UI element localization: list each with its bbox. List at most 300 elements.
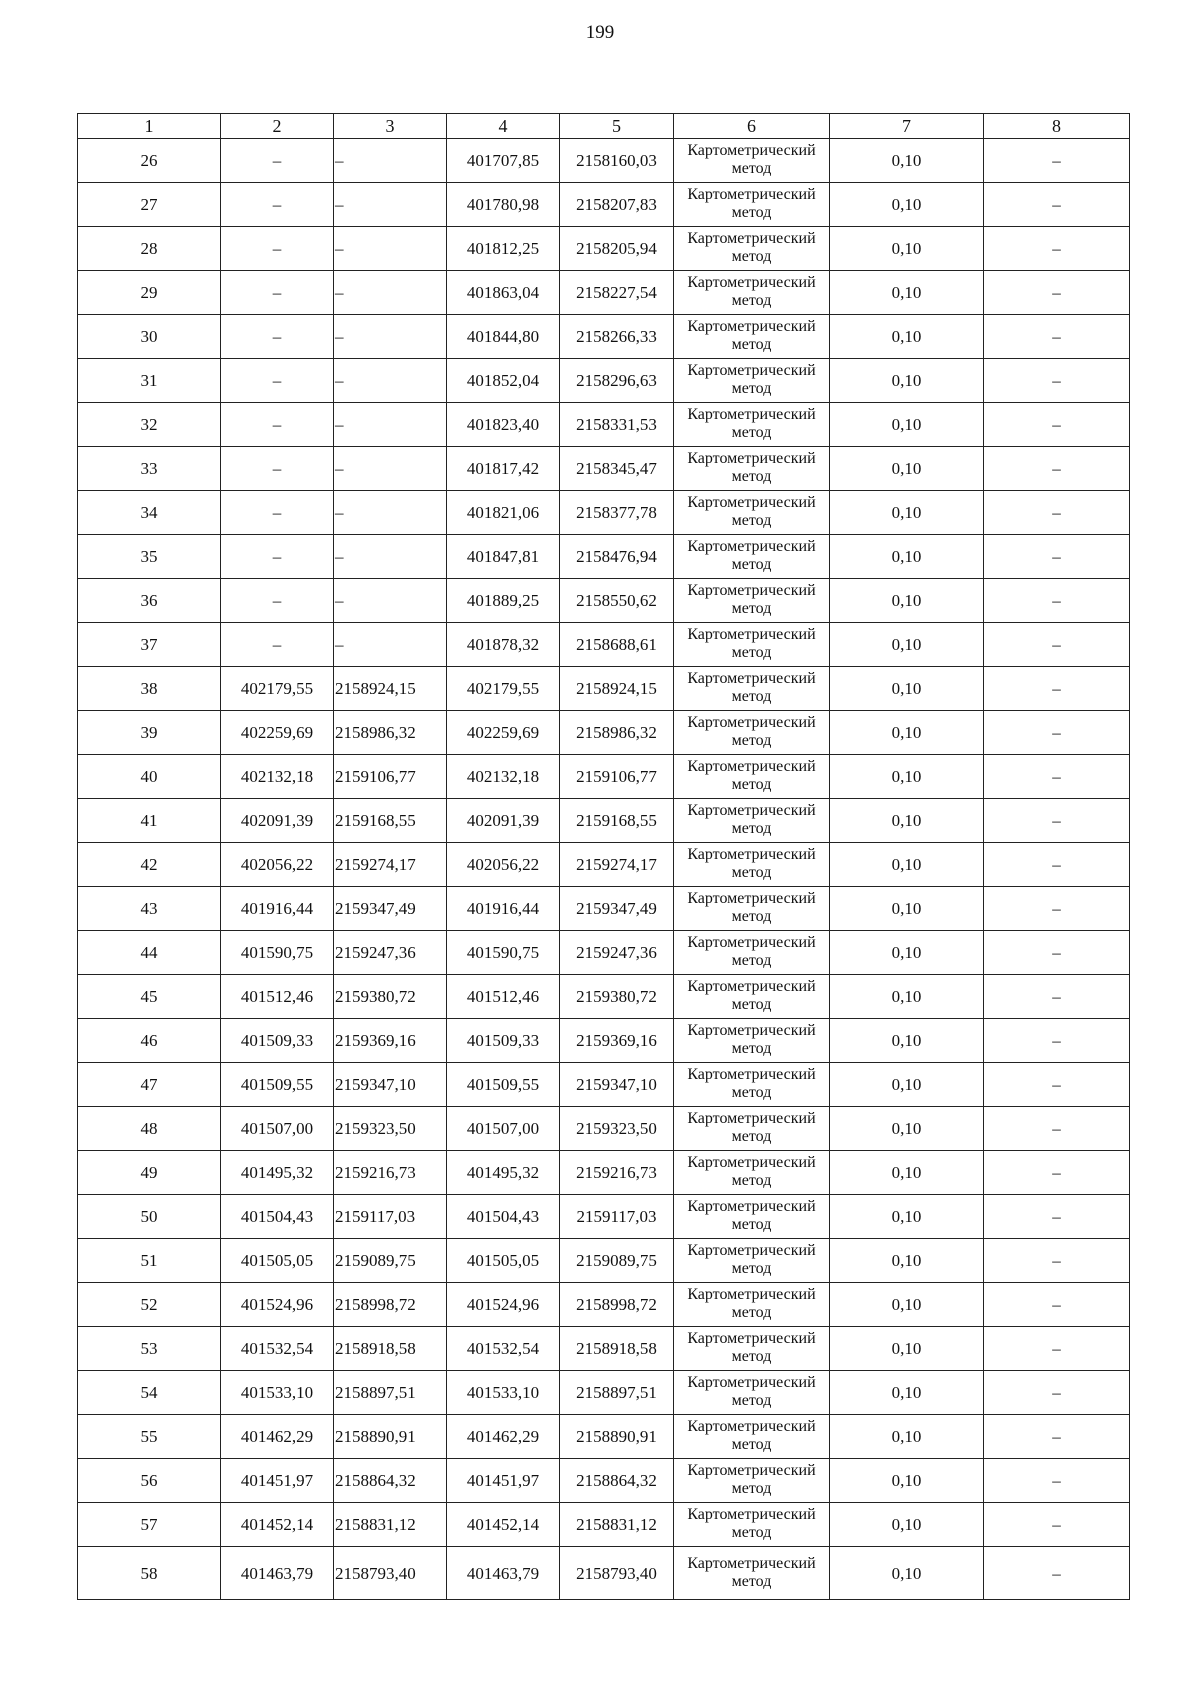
method-cell: Картометрический метод	[674, 1063, 830, 1107]
method-cell: Картометрический метод	[674, 271, 830, 315]
point-number-cell: 52	[78, 1283, 221, 1327]
method-cell: Картометрический метод	[674, 535, 830, 579]
new-x-cell: 401780,98	[447, 183, 560, 227]
new-x-cell: 402056,22	[447, 843, 560, 887]
old-x-cell: –	[221, 183, 334, 227]
column-header: 8	[984, 114, 1130, 139]
accuracy-cell: 0,10	[830, 535, 984, 579]
new-y-cell: 2158377,78	[560, 491, 674, 535]
method-cell: Картометрический метод	[674, 623, 830, 667]
old-y-cell: 2159168,55	[334, 799, 447, 843]
page-number: 199	[585, 22, 615, 43]
point-number-cell: 32	[78, 403, 221, 447]
table-row	[78, 315, 1130, 359]
method-cell: Картометрический метод	[674, 1503, 830, 1547]
old-y-cell: –	[334, 535, 447, 579]
point-number-cell: 43	[78, 887, 221, 931]
old-x-cell: –	[221, 315, 334, 359]
description-cell: –	[984, 1415, 1130, 1459]
method-cell: Картометрический метод	[674, 975, 830, 1019]
old-x-cell: –	[221, 447, 334, 491]
method-cell: Картометрический метод	[674, 139, 830, 183]
old-x-cell: 401507,00	[221, 1107, 334, 1151]
table-row	[78, 1239, 1130, 1283]
table-row	[78, 403, 1130, 447]
new-y-cell: 2159089,75	[560, 1239, 674, 1283]
table-row	[78, 711, 1130, 755]
new-x-cell: 401878,32	[447, 623, 560, 667]
old-x-cell: 402179,55	[221, 667, 334, 711]
method-cell: Картометрический метод	[674, 183, 830, 227]
description-cell: –	[984, 843, 1130, 887]
column-header: 6	[674, 114, 830, 139]
old-x-cell: –	[221, 623, 334, 667]
point-number-cell: 44	[78, 931, 221, 975]
accuracy-cell: 0,10	[830, 139, 984, 183]
point-number-cell: 40	[78, 755, 221, 799]
description-cell: –	[984, 1503, 1130, 1547]
method-cell: Картометрический метод	[674, 1283, 830, 1327]
description-cell: –	[984, 799, 1130, 843]
old-y-cell: –	[334, 447, 447, 491]
new-x-cell: 401847,81	[447, 535, 560, 579]
description-cell: –	[984, 1151, 1130, 1195]
accuracy-cell: 0,10	[830, 1019, 984, 1063]
old-x-cell: 402132,18	[221, 755, 334, 799]
description-cell: –	[984, 183, 1130, 227]
description-cell: –	[984, 1239, 1130, 1283]
new-x-cell: 402132,18	[447, 755, 560, 799]
point-number-cell: 34	[78, 491, 221, 535]
point-number-cell: 30	[78, 315, 221, 359]
new-y-cell: 2159347,10	[560, 1063, 674, 1107]
table-row	[78, 1151, 1130, 1195]
accuracy-cell: 0,10	[830, 1371, 984, 1415]
new-x-cell: 401817,42	[447, 447, 560, 491]
method-cell: Картометрический метод	[674, 315, 830, 359]
accuracy-cell: 0,10	[830, 623, 984, 667]
old-y-cell: –	[334, 403, 447, 447]
new-x-cell: 401889,25	[447, 579, 560, 623]
point-number-cell: 57	[78, 1503, 221, 1547]
old-x-cell: 401532,54	[221, 1327, 334, 1371]
new-y-cell: 2158345,47	[560, 447, 674, 491]
old-y-cell: 2159323,50	[334, 1107, 447, 1151]
table-row	[78, 843, 1130, 887]
method-cell: Картометрический метод	[674, 1415, 830, 1459]
accuracy-cell: 0,10	[830, 1107, 984, 1151]
old-y-cell: 2159117,03	[334, 1195, 447, 1239]
old-y-cell: –	[334, 271, 447, 315]
point-number-cell: 39	[78, 711, 221, 755]
old-x-cell: 402056,22	[221, 843, 334, 887]
accuracy-cell: 0,10	[830, 931, 984, 975]
new-y-cell: 2158227,54	[560, 271, 674, 315]
old-y-cell: –	[334, 359, 447, 403]
new-x-cell: 401463,79	[447, 1547, 560, 1600]
old-y-cell: 2159216,73	[334, 1151, 447, 1195]
method-cell: Картометрический метод	[674, 1371, 830, 1415]
method-cell: Картометрический метод	[674, 491, 830, 535]
new-x-cell: 401863,04	[447, 271, 560, 315]
table-row	[78, 227, 1130, 271]
old-x-cell: 401495,32	[221, 1151, 334, 1195]
new-x-cell: 401452,14	[447, 1503, 560, 1547]
new-x-cell: 401504,43	[447, 1195, 560, 1239]
point-number-cell: 37	[78, 623, 221, 667]
old-y-cell: 2158998,72	[334, 1283, 447, 1327]
method-cell: Картометрический метод	[674, 1151, 830, 1195]
table-row	[78, 1019, 1130, 1063]
accuracy-cell: 0,10	[830, 227, 984, 271]
new-y-cell: 2158986,32	[560, 711, 674, 755]
table-row	[78, 1547, 1130, 1600]
description-cell: –	[984, 1371, 1130, 1415]
new-x-cell: 401844,80	[447, 315, 560, 359]
description-cell: –	[984, 359, 1130, 403]
table-row	[78, 1415, 1130, 1459]
point-number-cell: 27	[78, 183, 221, 227]
description-cell: –	[984, 491, 1130, 535]
description-cell: –	[984, 711, 1130, 755]
old-x-cell: –	[221, 491, 334, 535]
point-number-cell: 48	[78, 1107, 221, 1151]
accuracy-cell: 0,10	[830, 843, 984, 887]
point-number-cell: 51	[78, 1239, 221, 1283]
old-y-cell: 2159106,77	[334, 755, 447, 799]
table-row	[78, 139, 1130, 183]
accuracy-cell: 0,10	[830, 271, 984, 315]
description-cell: –	[984, 755, 1130, 799]
table-row	[78, 1503, 1130, 1547]
old-x-cell: 401509,33	[221, 1019, 334, 1063]
column-header: 5	[560, 114, 674, 139]
old-x-cell: 401590,75	[221, 931, 334, 975]
method-cell: Картометрический метод	[674, 1195, 830, 1239]
new-y-cell: 2159347,49	[560, 887, 674, 931]
point-number-cell: 56	[78, 1459, 221, 1503]
coordinates-table	[77, 113, 1130, 1600]
description-cell: –	[984, 1063, 1130, 1107]
table-row	[78, 1371, 1130, 1415]
accuracy-cell: 0,10	[830, 1547, 984, 1600]
description-cell: –	[984, 623, 1130, 667]
method-cell: Картометрический метод	[674, 887, 830, 931]
accuracy-cell: 0,10	[830, 711, 984, 755]
new-x-cell: 401495,32	[447, 1151, 560, 1195]
table-row	[78, 447, 1130, 491]
point-number-cell: 46	[78, 1019, 221, 1063]
table-row	[78, 535, 1130, 579]
old-x-cell: –	[221, 271, 334, 315]
new-x-cell: 401823,40	[447, 403, 560, 447]
new-y-cell: 2158890,91	[560, 1415, 674, 1459]
column-header: 4	[447, 114, 560, 139]
table-row	[78, 623, 1130, 667]
table-row	[78, 359, 1130, 403]
new-y-cell: 2158476,94	[560, 535, 674, 579]
accuracy-cell: 0,10	[830, 1327, 984, 1371]
old-y-cell: 2158864,32	[334, 1459, 447, 1503]
table-row	[78, 1327, 1130, 1371]
old-y-cell: 2159347,49	[334, 887, 447, 931]
old-x-cell: 401505,05	[221, 1239, 334, 1283]
new-y-cell: 2158296,63	[560, 359, 674, 403]
accuracy-cell: 0,10	[830, 1195, 984, 1239]
point-number-cell: 58	[78, 1547, 221, 1600]
old-y-cell: –	[334, 315, 447, 359]
accuracy-cell: 0,10	[830, 183, 984, 227]
new-x-cell: 402259,69	[447, 711, 560, 755]
accuracy-cell: 0,10	[830, 315, 984, 359]
old-y-cell: 2158986,32	[334, 711, 447, 755]
table-row	[78, 1063, 1130, 1107]
new-x-cell: 402179,55	[447, 667, 560, 711]
new-x-cell: 401812,25	[447, 227, 560, 271]
old-y-cell: 2158793,40	[334, 1547, 447, 1600]
old-x-cell: 401463,79	[221, 1547, 334, 1600]
old-y-cell: –	[334, 227, 447, 271]
table-row	[78, 1195, 1130, 1239]
new-x-cell: 402091,39	[447, 799, 560, 843]
old-y-cell: 2159247,36	[334, 931, 447, 975]
method-cell: Картометрический метод	[674, 1107, 830, 1151]
point-number-cell: 50	[78, 1195, 221, 1239]
old-x-cell: 401533,10	[221, 1371, 334, 1415]
new-y-cell: 2158266,33	[560, 315, 674, 359]
old-y-cell: 2158831,12	[334, 1503, 447, 1547]
accuracy-cell: 0,10	[830, 887, 984, 931]
point-number-cell: 29	[78, 271, 221, 315]
accuracy-cell: 0,10	[830, 975, 984, 1019]
table-header-row	[78, 114, 1130, 139]
column-header: 7	[830, 114, 984, 139]
method-cell: Картометрический метод	[674, 359, 830, 403]
table-row	[78, 491, 1130, 535]
method-cell: Картометрический метод	[674, 799, 830, 843]
table-row	[78, 1283, 1130, 1327]
old-x-cell: 401512,46	[221, 975, 334, 1019]
new-x-cell: 401507,00	[447, 1107, 560, 1151]
new-y-cell: 2158331,53	[560, 403, 674, 447]
old-y-cell: 2159369,16	[334, 1019, 447, 1063]
old-y-cell: 2158897,51	[334, 1371, 447, 1415]
method-cell: Картометрический метод	[674, 1459, 830, 1503]
old-y-cell: 2158924,15	[334, 667, 447, 711]
old-y-cell: 2159347,10	[334, 1063, 447, 1107]
old-x-cell: 401524,96	[221, 1283, 334, 1327]
description-cell: –	[984, 1019, 1130, 1063]
description-cell: –	[984, 315, 1130, 359]
point-number-cell: 28	[78, 227, 221, 271]
table-row	[78, 667, 1130, 711]
new-y-cell: 2158897,51	[560, 1371, 674, 1415]
old-y-cell: 2159274,17	[334, 843, 447, 887]
point-number-cell: 33	[78, 447, 221, 491]
new-y-cell: 2159247,36	[560, 931, 674, 975]
description-cell: –	[984, 1547, 1130, 1600]
accuracy-cell: 0,10	[830, 1239, 984, 1283]
column-header: 2	[221, 114, 334, 139]
table-row	[78, 1107, 1130, 1151]
table-row	[78, 931, 1130, 975]
new-y-cell: 2159117,03	[560, 1195, 674, 1239]
accuracy-cell: 0,10	[830, 799, 984, 843]
new-x-cell: 401451,97	[447, 1459, 560, 1503]
description-cell: –	[984, 271, 1130, 315]
table-row	[78, 271, 1130, 315]
table-row	[78, 755, 1130, 799]
new-y-cell: 2158998,72	[560, 1283, 674, 1327]
new-x-cell: 401533,10	[447, 1371, 560, 1415]
point-number-cell: 36	[78, 579, 221, 623]
description-cell: –	[984, 447, 1130, 491]
description-cell: –	[984, 667, 1130, 711]
method-cell: Картометрический метод	[674, 667, 830, 711]
accuracy-cell: 0,10	[830, 1459, 984, 1503]
new-y-cell: 2158831,12	[560, 1503, 674, 1547]
old-x-cell: –	[221, 535, 334, 579]
method-cell: Картометрический метод	[674, 227, 830, 271]
accuracy-cell: 0,10	[830, 1415, 984, 1459]
old-x-cell: 401504,43	[221, 1195, 334, 1239]
new-x-cell: 401916,44	[447, 887, 560, 931]
point-number-cell: 35	[78, 535, 221, 579]
accuracy-cell: 0,10	[830, 667, 984, 711]
point-number-cell: 26	[78, 139, 221, 183]
accuracy-cell: 0,10	[830, 1063, 984, 1107]
new-x-cell: 401462,29	[447, 1415, 560, 1459]
new-x-cell: 401509,55	[447, 1063, 560, 1107]
method-cell: Картометрический метод	[674, 1019, 830, 1063]
new-x-cell: 401821,06	[447, 491, 560, 535]
table-row	[78, 183, 1130, 227]
description-cell: –	[984, 579, 1130, 623]
description-cell: –	[984, 1327, 1130, 1371]
old-x-cell: –	[221, 579, 334, 623]
method-cell: Картометрический метод	[674, 403, 830, 447]
table-row	[78, 887, 1130, 931]
method-cell: Картометрический метод	[674, 843, 830, 887]
old-y-cell: –	[334, 139, 447, 183]
old-y-cell: –	[334, 183, 447, 227]
description-cell: –	[984, 931, 1130, 975]
description-cell: –	[984, 403, 1130, 447]
method-cell: Картометрический метод	[674, 711, 830, 755]
method-cell: Картометрический метод	[674, 447, 830, 491]
point-number-cell: 53	[78, 1327, 221, 1371]
point-number-cell: 31	[78, 359, 221, 403]
new-y-cell: 2158550,62	[560, 579, 674, 623]
description-cell: –	[984, 1107, 1130, 1151]
old-x-cell: 402259,69	[221, 711, 334, 755]
new-x-cell: 401505,05	[447, 1239, 560, 1283]
new-y-cell: 2158205,94	[560, 227, 674, 271]
old-x-cell: –	[221, 403, 334, 447]
new-x-cell: 401524,96	[447, 1283, 560, 1327]
point-number-cell: 47	[78, 1063, 221, 1107]
method-cell: Картометрический метод	[674, 1239, 830, 1283]
description-cell: –	[984, 535, 1130, 579]
method-cell: Картометрический метод	[674, 1327, 830, 1371]
method-cell: Картометрический метод	[674, 755, 830, 799]
table-body	[78, 114, 1130, 1600]
table-row	[78, 799, 1130, 843]
old-x-cell: 401452,14	[221, 1503, 334, 1547]
description-cell: –	[984, 1195, 1130, 1239]
new-y-cell: 2159380,72	[560, 975, 674, 1019]
new-y-cell: 2159106,77	[560, 755, 674, 799]
accuracy-cell: 0,10	[830, 491, 984, 535]
column-header: 3	[334, 114, 447, 139]
accuracy-cell: 0,10	[830, 1151, 984, 1195]
accuracy-cell: 0,10	[830, 403, 984, 447]
new-y-cell: 2159168,55	[560, 799, 674, 843]
description-cell: –	[984, 139, 1130, 183]
old-x-cell: 402091,39	[221, 799, 334, 843]
point-number-cell: 38	[78, 667, 221, 711]
old-x-cell: 401509,55	[221, 1063, 334, 1107]
new-x-cell: 401532,54	[447, 1327, 560, 1371]
new-x-cell: 401590,75	[447, 931, 560, 975]
old-x-cell: –	[221, 359, 334, 403]
old-y-cell: –	[334, 579, 447, 623]
accuracy-cell: 0,10	[830, 359, 984, 403]
new-x-cell: 401512,46	[447, 975, 560, 1019]
point-number-cell: 45	[78, 975, 221, 1019]
column-header: 1	[78, 114, 221, 139]
table-row	[78, 579, 1130, 623]
description-cell: –	[984, 1283, 1130, 1327]
accuracy-cell: 0,10	[830, 579, 984, 623]
old-x-cell: 401916,44	[221, 887, 334, 931]
new-x-cell: 401509,33	[447, 1019, 560, 1063]
new-y-cell: 2158160,03	[560, 139, 674, 183]
old-x-cell: 401451,97	[221, 1459, 334, 1503]
new-y-cell: 2159216,73	[560, 1151, 674, 1195]
old-y-cell: 2158918,58	[334, 1327, 447, 1371]
new-y-cell: 2158864,32	[560, 1459, 674, 1503]
accuracy-cell: 0,10	[830, 755, 984, 799]
description-cell: –	[984, 1459, 1130, 1503]
new-y-cell: 2158688,61	[560, 623, 674, 667]
old-y-cell: –	[334, 623, 447, 667]
old-y-cell: –	[334, 491, 447, 535]
new-x-cell: 401707,85	[447, 139, 560, 183]
point-number-cell: 49	[78, 1151, 221, 1195]
new-y-cell: 2159369,16	[560, 1019, 674, 1063]
description-cell: –	[984, 887, 1130, 931]
old-x-cell: –	[221, 227, 334, 271]
table-row	[78, 975, 1130, 1019]
new-y-cell: 2158918,58	[560, 1327, 674, 1371]
description-cell: –	[984, 975, 1130, 1019]
old-x-cell: –	[221, 139, 334, 183]
point-number-cell: 54	[78, 1371, 221, 1415]
method-cell: Картометрический метод	[674, 931, 830, 975]
new-y-cell: 2158793,40	[560, 1547, 674, 1600]
point-number-cell: 55	[78, 1415, 221, 1459]
point-number-cell: 42	[78, 843, 221, 887]
table-row	[78, 1459, 1130, 1503]
point-number-cell: 41	[78, 799, 221, 843]
method-cell: Картометрический метод	[674, 1547, 830, 1600]
new-y-cell: 2159274,17	[560, 843, 674, 887]
description-cell: –	[984, 227, 1130, 271]
new-y-cell: 2158924,15	[560, 667, 674, 711]
accuracy-cell: 0,10	[830, 1283, 984, 1327]
old-x-cell: 401462,29	[221, 1415, 334, 1459]
